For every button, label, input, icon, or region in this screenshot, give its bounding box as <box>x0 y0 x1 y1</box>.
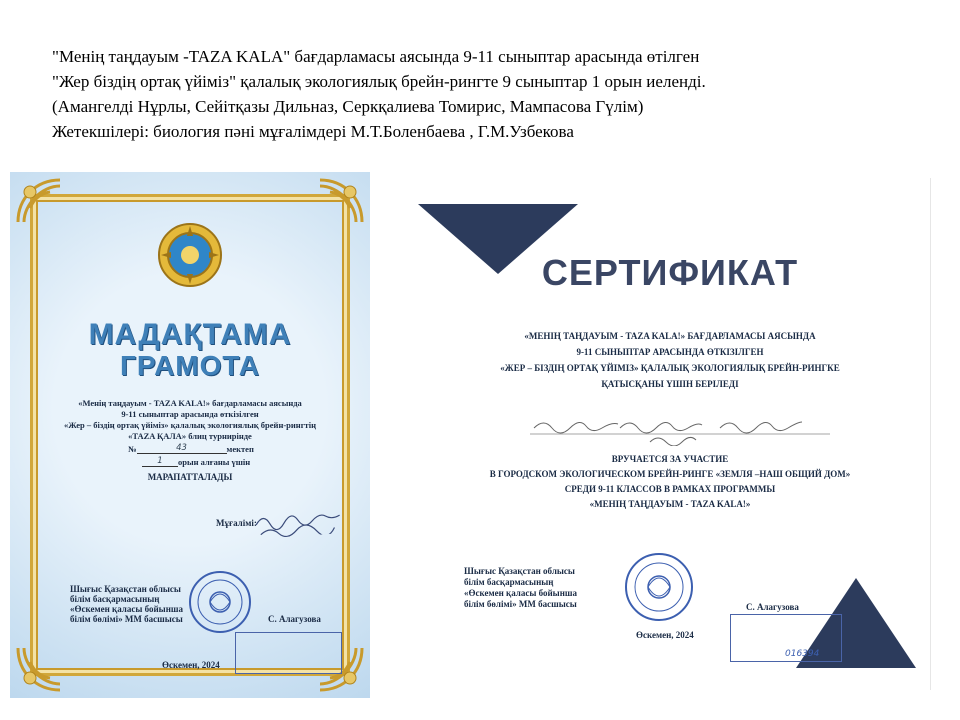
school-prefix: № <box>128 444 137 454</box>
certificate-text-line: «МЕНІҢ ТАҢДАУЫМ - TAZA KALA!» БАҒДАРЛАМАСЫ АЯСЫНДА <box>524 331 816 341</box>
official-seal-icon <box>624 552 694 622</box>
gramota-document <box>10 172 370 698</box>
gramota-title-kz: МАДАҚТАМА <box>88 318 292 351</box>
registration-stamp <box>730 614 842 662</box>
org-line: білім бөлімі» ММ басшысы <box>464 599 577 609</box>
handwritten-names-icon <box>530 414 830 446</box>
registration-stamp <box>235 632 342 674</box>
certificate-signatory: С. Алагузова <box>746 602 799 612</box>
award-line: В ГОРОДСКОМ ЭКОЛОГИЧЕСКОМ БРЕЙН-РИНГЕ «ЗЕМЛЯ –НАШ ОБЩИЙ ДОМ» <box>489 469 851 479</box>
gramota-text-line: «Жер – біздің ортақ үйіміз» қалалық экологиялық брейн-рингтің <box>64 420 316 430</box>
org-line: Шығыс Қазақстан облысы <box>464 566 575 576</box>
caption-line-3: (Амангелді Нұрлы, Сейітқазы Дильназ, Серкқалиева Томирис, Мампасова Гүлім) <box>52 97 644 116</box>
official-seal-icon <box>188 570 252 634</box>
state-emblem-icon <box>157 222 223 288</box>
gramota-text-line: «TAZA ҚАЛА» блиц турнирінде <box>128 431 252 441</box>
award-line: СРЕДИ 9-11 КЛАССОВ В РАМКАХ ПРОГРАММЫ <box>564 484 776 494</box>
place-number: 1 <box>142 456 178 467</box>
gramota-title-ru: ГРАМОТА <box>120 350 260 381</box>
school-suffix: мектеп <box>226 444 254 454</box>
certificate-award <box>470 452 870 512</box>
org-line: «Өскемен қаласы бойынша <box>464 588 577 598</box>
award-line: ВРУЧАЕТСЯ ЗА УЧАСТИЕ <box>611 454 729 464</box>
certificate-title: СЕРТИФИКАТ <box>541 252 799 293</box>
gramota-award: МАРАПАТТАЛАДЫ <box>147 472 233 482</box>
school-number: 43 <box>137 443 227 454</box>
certificate-text-line: «ЖЕР – БІЗДІҢ ОРТАҚ ҮЙІМІЗ» ҚАЛАЛЫҚ ЭКОЛОГИЯЛЫҚ БРЕЙН-РИНГКЕ <box>500 363 840 373</box>
stamp-number: 016394 <box>785 649 820 659</box>
org-line: білім басқармасының <box>70 594 160 604</box>
certificate-text-line: ҚАТЫСҚАНЫ ҮШІН БЕРІЛЕДІ <box>601 379 739 389</box>
caption-line-2: "Жер біздің ортақ үйіміз" қалалық экологиялық брейн-рингте 9 сыныптар 1 орын иеленді. <box>52 72 706 91</box>
gramota-text-line: «Менің таңдауым - TAZA KALA!» бағдарламасы аясында <box>78 398 302 408</box>
certificate-text-line: 9-11 СЫНЫПТАР АРАСЫНДА ӨТКІЗІЛГЕН <box>576 347 764 357</box>
gramota-teacher-label: Мұғалімі: <box>216 518 257 528</box>
gramota-signatory: С. Алагузова <box>268 614 321 624</box>
gramota-place-line <box>142 456 250 467</box>
place-suffix: орын алғаны үшін <box>178 457 251 467</box>
certificate-document <box>410 178 931 690</box>
award-line: «МЕНІҢ ТАҢДАУЫМ - TAZA KALA!» <box>589 499 751 509</box>
org-line: білім бөлімі» ММ басшысы <box>70 614 183 624</box>
certificate-city-year: Өскемен, 2024 <box>636 630 694 640</box>
org-line: «Өскемен қаласы бойынша <box>70 604 183 614</box>
caption-line-4: Жетекшілері: биология пәні мұғалімдері М.Т.Боленбаева , Г.М.Узбекова <box>52 122 574 141</box>
caption-line-1: "Менің таңдауым -TAZA KALA" бағдарламасы аясында 9-11 сыныптар арасында өтілген <box>52 47 700 66</box>
gramota-organization <box>70 584 183 624</box>
ornament-corner-icon <box>318 178 364 224</box>
slide-caption <box>52 44 908 144</box>
ornament-corner-icon <box>16 178 62 224</box>
gramota-text-line: 9-11 сыныптар арасында өткізілген <box>121 409 259 419</box>
gramota-city-year: Өскемен, 2024 <box>162 660 220 670</box>
org-line: Шығыс Қазақстан облысы <box>70 584 181 594</box>
org-line: білім басқармасының <box>464 577 554 587</box>
gramota-school-line <box>128 443 254 454</box>
ornament-corner-icon <box>16 646 62 692</box>
certificate-organization <box>464 566 577 610</box>
